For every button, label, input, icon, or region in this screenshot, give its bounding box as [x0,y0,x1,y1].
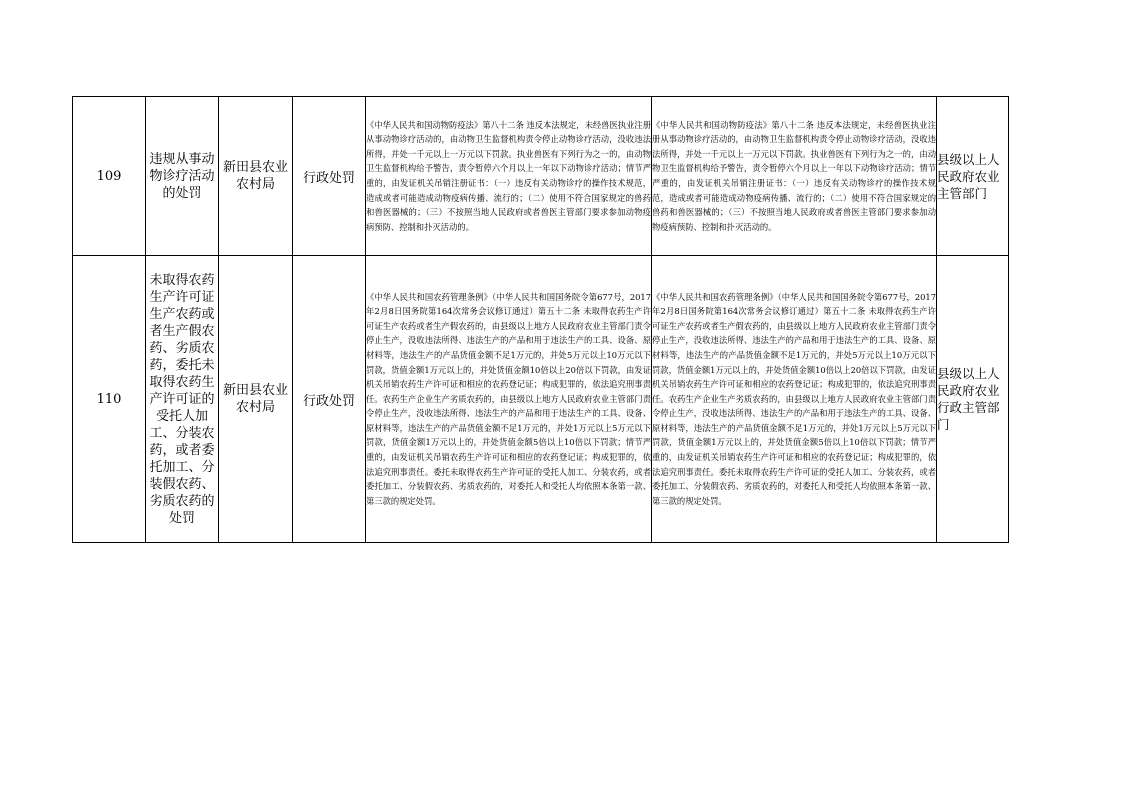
implementing-department: 新田县农业农村局 [219,256,293,543]
responsible-authority: 县级以上人民政府农业主管部门 [937,97,1009,256]
table-row [73,256,1009,543]
row-number: 110 [73,256,146,543]
power-type: 行政处罚 [293,256,366,543]
item-name: 违规从事动物诊疗活动的处罚 [146,97,219,256]
row-number: 109 [73,97,146,256]
legal-basis: 《中华人民共和国动物防疫法》第八十二条 违反本法规定，未经兽医执业注册从事动物诊疗活动的，由动物卫生监督机构责令停止动物诊疗活动，没收违法所得，并处一千元以上一万元以下罚款。执业兽医有下列行为之一的，由动物卫生监督机构给予警告，责令暂停六个月以上一年以下动物诊疗活动；情节严重的，由发证机关吊销注册证书：（一）违反有关动物诊疗的操作技术规范，造成或者可能造成动物疫病传播、流行的；（二）使用不符合国家规定的兽药和兽医器械的；（三）不按照当地人民政府或者兽医主管部门要求参加动物疫病预防、控制和扑灭活动的。 [366,97,652,256]
legal-basis-detail: 《中华人民共和国农药管理条例》（中华人民共和国国务院令第677号，2017年2月8日国务院第164次常务会议修订通过）第五十二条 未取得农药生产许可证生产农药或者生产假农药的，由县级以上地方人民政府农业主管部门责令停止生产，没收违法所得、违法生产的产品和用于违法生产的工具、设备、原材料等，违法生产的产品货值金额不足1万元的，并处5万元以上10万元以下罚款，货值金额1万元以上的，并处货值金额10倍以上20倍以下罚款，由发证机关吊销农药生产许可证和相应的农药登记证；构成犯罪的，依法追究刑事责任。农药生产企业生产劣质农药的，由县级以上地方人民政府农业主管部门责令停止生产，没收违法所得、违法生产的产品和用于违法生产的工具、设备、原材料等，违法生产的产品货值金额不足1万元的，并处1万元以上5万元以下罚款，货值金额1万元以上的，并处货值金额5倍以上10倍以下罚款；情节严重的，由发证机关吊销农药生产许可证和相应的农药登记证；构成犯罪的，依法追究刑事责任。委托未取得农药生产许可证的受托人加工、分装农药，或者委托加工、分装假农药、劣质农药的，对委托人和受托人均依照本条第一款、第三款的规定处罚。 [652,256,937,543]
implementing-department: 新田县农业农村局 [219,97,293,256]
item-name: 未取得农药生产许可证生产农药或者生产假农药、劣质农药，委托未取得农药生产许可证的受托人加工、分装农药，或者委托加工、分装假农药、劣质农药的处罚 [146,256,219,543]
legal-basis: 《中华人民共和国农药管理条例》（中华人民共和国国务院令第677号，2017年2月8日国务院第164次常务会议修订通过）第五十二条 未取得农药生产许可证生产农药或者生产假农药的，由县级以上地方人民政府农业主管部门责令停止生产，没收违法所得、违法生产的产品和用于违法生产的工具、设备、原材料等，违法生产的产品货值金额不足1万元的，并处5万元以上10万元以下罚款，货值金额1万元以上的，并处货值金额10倍以上20倍以下罚款，由发证机关吊销农药生产许可证和相应的农药登记证；构成犯罪的，依法追究刑事责任。农药生产企业生产劣质农药的，由县级以上地方人民政府农业主管部门责令停止生产，没收违法所得、违法生产的产品和用于违法生产的工具、设备、原材料等，违法生产的产品货值金额不足1万元的，并处1万元以上5万元以下罚款，货值金额1万元以上的，并处货值金额5倍以上10倍以下罚款；情节严重的，由发证机关吊销农药生产许可证和相应的农药登记证；构成犯罪的，依法追究刑事责任。委托未取得农药生产许可证的受托人加工、分装农药，或者委托加工、分装假农药、劣质农药的，对委托人和受托人均依照本条第一款、第三款的规定处罚。 [366,256,652,543]
table-row [73,97,1009,256]
responsible-authority: 县级以上人民政府农业行政主管部门 [937,256,1009,543]
power-type: 行政处罚 [293,97,366,256]
power-list-table [72,96,1009,543]
legal-basis-detail: 《中华人民共和国动物防疫法》第八十二条 违反本法规定，未经兽医执业注册从事动物诊疗活动的，由动物卫生监督机构责令停止动物诊疗活动，没收违法所得，并处一千元以上一万元以下罚款。执业兽医有下列行为之一的，由动物卫生监督机构给予警告，责令暂停六个月以上一年以下动物诊疗活动；情节严重的，由发证机关吊销注册证书：（一）违反有关动物诊疗的操作技术规范，造成或者可能造成动物疫病传播、流行的；（二）使用不符合国家规定的兽药和兽医器械的；（三）不按照当地人民政府或者兽医主管部门要求参加动物疫病预防、控制和扑灭活动的。 [652,97,937,256]
